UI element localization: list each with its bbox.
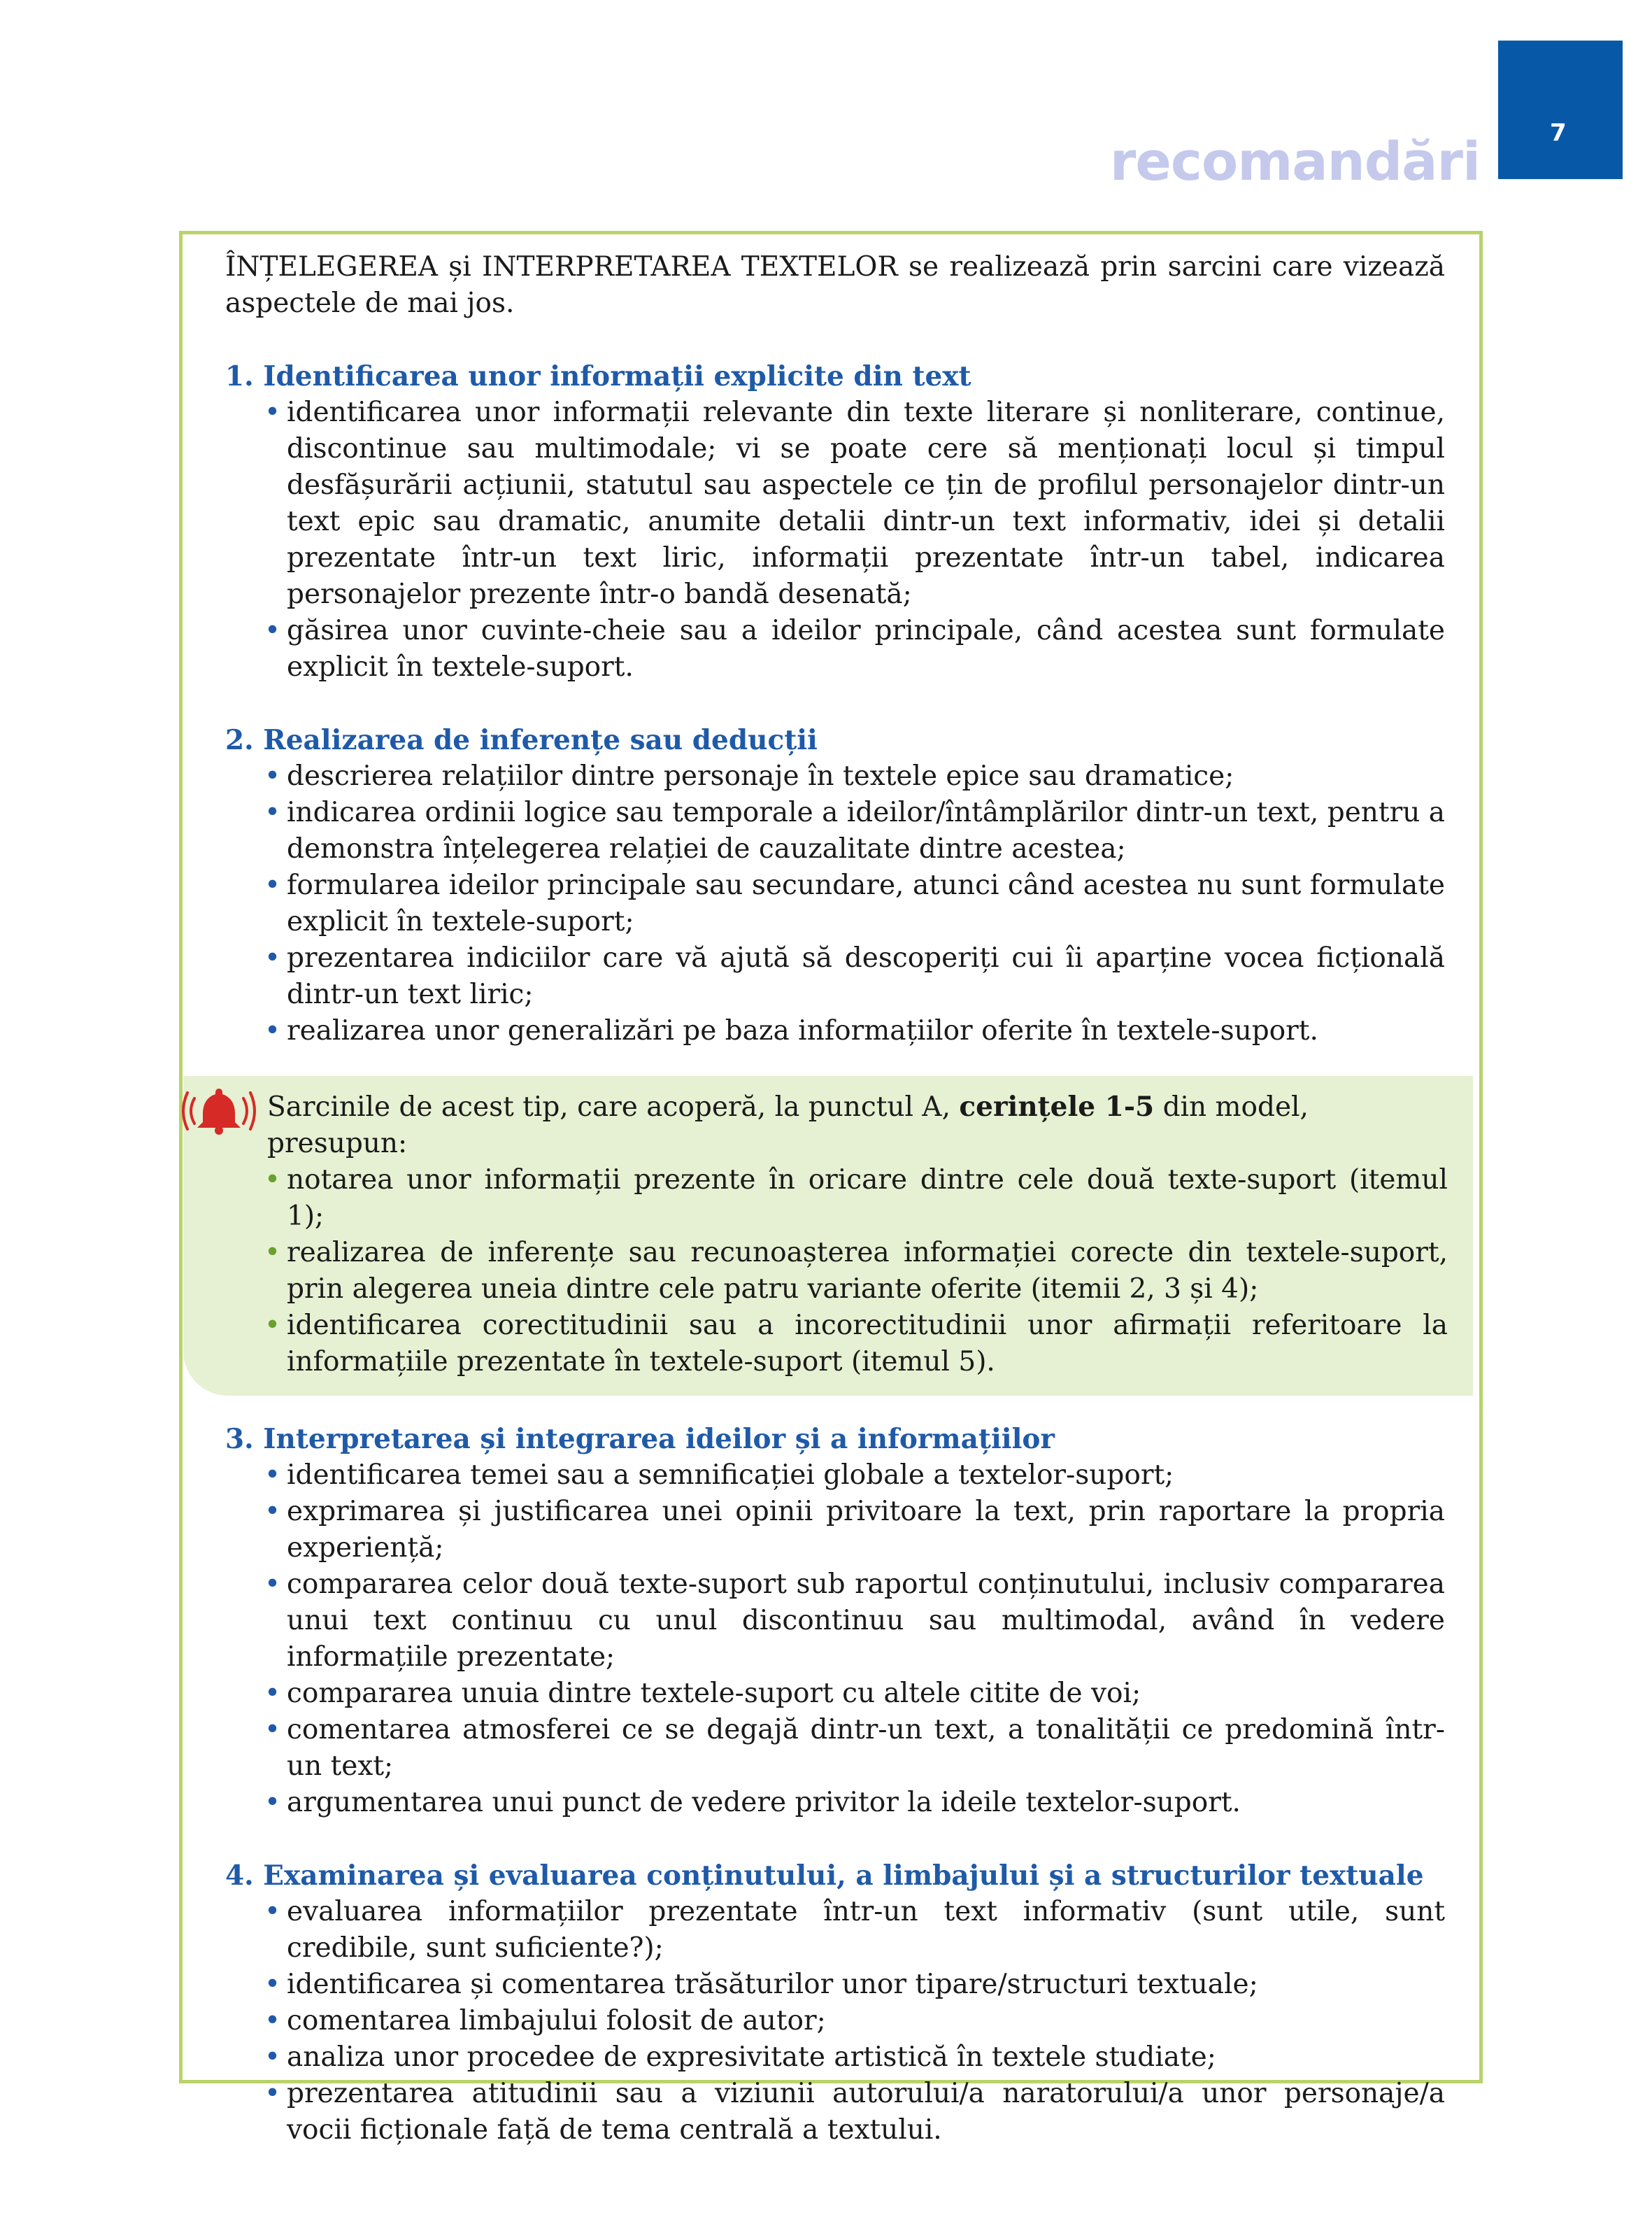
section-list (225, 395, 1445, 686)
bullet-icon: • (264, 1787, 281, 1818)
section-list (225, 758, 1445, 1049)
list-item: • identificarea unor informații relevante din texte literare și nonliterare, continue, discontinue sau multimodale; vi se poate cere să menționați locul și timpul desfășurării acțiunii, statutul sau aspectele ce țin de profilul personajelor dintr-un text epic sau dramatic, anumite detalii dintr-un text informativ, idei și detalii prezentate într-un text liric, informații prezentate într-un tabel, indicarea personajelor prezente într-o bandă desenată; (225, 395, 1445, 613)
note-emphasis: cerințele 1-5 (959, 1091, 1155, 1123)
section-1 (225, 358, 1445, 686)
list-item: • descrierea relațiilor dintre personaje în textele epice sau dramatice; (225, 758, 1445, 795)
list-item: • realizarea de inferențe sau recunoașterea informației corecte din textele-suport, prin alegerea uneia dintre cele patru variante oferite (itemii 2, 3 și 4); (225, 1235, 1448, 1308)
list-item: • comentarea limbajului folosit de autor; (225, 2003, 1445, 2039)
list-item: • identificarea temei sau a semnificației globale a textelor-suport; (225, 1457, 1445, 1494)
intro-paragraph: ÎNȚELEGEREA și INTERPRETAREA TEXTELOR se realizează prin sarcini care vizează aspectele de mai jos. (225, 251, 1445, 319)
list-item: • analiza unor procedee de expresivitate artistică în textele studiate; (225, 2039, 1445, 2076)
list-item: • compararea unuia dintre textele-suport cu altele citite de voi; (225, 1676, 1445, 1712)
bullet-icon: • (264, 1568, 281, 1600)
section-title: 1. Identificarea unor informații explicite din text (225, 360, 971, 392)
bullet-icon: • (264, 1714, 281, 1745)
section-tag: recomandări (1109, 130, 1480, 192)
list-item: • realizarea unor generalizări pe baza informațiilor oferite în textele-suport. (225, 1013, 1445, 1049)
list-item: • evaluarea informațiilor prezentate într-un text informativ (sunt utile, sunt credibile, sunt suficiente?); (225, 1894, 1445, 1967)
bullet-icon: • (264, 1678, 281, 1709)
section-title: 2. Realizarea de inferențe sau deducții (225, 724, 818, 756)
note-list (225, 1162, 1448, 1380)
bullet-icon: • (264, 1496, 281, 1527)
bullet-icon: • (264, 1164, 281, 1196)
bell-alert-icon (180, 1083, 257, 1139)
bullet-icon: • (264, 797, 281, 828)
list-item: • prezentarea indiciilor care vă ajută să descoperiți cui îi aparține vocea ficțională dintr-un text liric; (225, 940, 1445, 1013)
bullet-icon: • (264, 1459, 281, 1491)
list-item: • compararea celor două texte-suport sub raportul conținutului, inclusiv compararea unui text continuu cu unul discontinuu sau multimodal, având în vedere informațiile prezentate; (225, 1566, 1445, 1676)
bullet-icon: • (264, 1896, 281, 1927)
list-item: • comentarea atmosferei ce se degajă dintr-un text, a tonalității ce predomină într-un text; (225, 1712, 1445, 1785)
main-content (225, 249, 1448, 2148)
bullet-icon: • (264, 2041, 281, 2073)
section-title: 4. Examinarea și evaluarea conținutului, a limbajului și a structurilor textuale (225, 1860, 1424, 1892)
bullet-icon: • (264, 397, 281, 428)
list-item: • exprimarea și justificarea unei opinii privitoare la text, prin raportare la propria experiență; (225, 1494, 1445, 1566)
bullet-icon: • (264, 1015, 281, 1047)
section-list (225, 1457, 1445, 1821)
page-number: 7 (1550, 119, 1567, 147)
bullet-icon: • (264, 2078, 281, 2109)
page-number-tab (1498, 41, 1623, 179)
bullet-icon: • (264, 760, 281, 792)
list-item: • prezentarea atitudinii sau a viziunii autorului/a naratorului/a unor personaje/a vocii ficționale față de tema centrală a textului. (225, 2076, 1445, 2148)
bullet-icon: • (264, 870, 281, 901)
list-item: • identificarea corectitudinii sau a incorectitudinii unor afirmații referitoare la informațiile prezentate în textele-suport (itemul 5). (225, 1308, 1448, 1380)
note-box (183, 1076, 1473, 1396)
list-item: • formularea ideilor principale sau secundare, atunci când acestea nu sunt formulate explicit în textele-suport; (225, 867, 1445, 940)
list-item: • notarea unor informații prezente în oricare dintre cele două texte-suport (itemul 1); (225, 1162, 1448, 1235)
bullet-icon: • (264, 2005, 281, 2037)
section-3 (225, 1421, 1445, 1821)
section-2 (225, 722, 1445, 1049)
section-list (225, 1894, 1445, 2148)
list-item: • argumentarea unui punct de vedere privitor la ideile textelor-suport. (225, 1785, 1445, 1821)
bullet-icon: • (264, 1237, 281, 1268)
list-item: • identificarea și comentarea trăsăturilor unor tipare/structuri textuale; (225, 1967, 1445, 2003)
section-title: 3. Interpretarea și integrarea ideilor și a informațiilor (225, 1423, 1055, 1455)
note-lead: Sarcinile de acest tip, care acoperă, la punctul A, cerințele 1-5 din model, presupun: (267, 1091, 1309, 1159)
list-item: • găsirea unor cuvinte-cheie sau a ideilor principale, când acestea sunt formulate explicit în textele-suport. (225, 613, 1445, 686)
section-4 (225, 1857, 1445, 2148)
bullet-icon: • (264, 1969, 281, 2000)
list-item: • indicarea ordinii logice sau temporale a ideilor/întâmplărilor dintr-un text, pentru a demonstra înțelegerea relației de cauzalitate dintre acestea; (225, 795, 1445, 867)
bullet-icon: • (264, 615, 281, 646)
bullet-icon: • (264, 942, 281, 974)
bullet-icon: • (264, 1310, 281, 1341)
